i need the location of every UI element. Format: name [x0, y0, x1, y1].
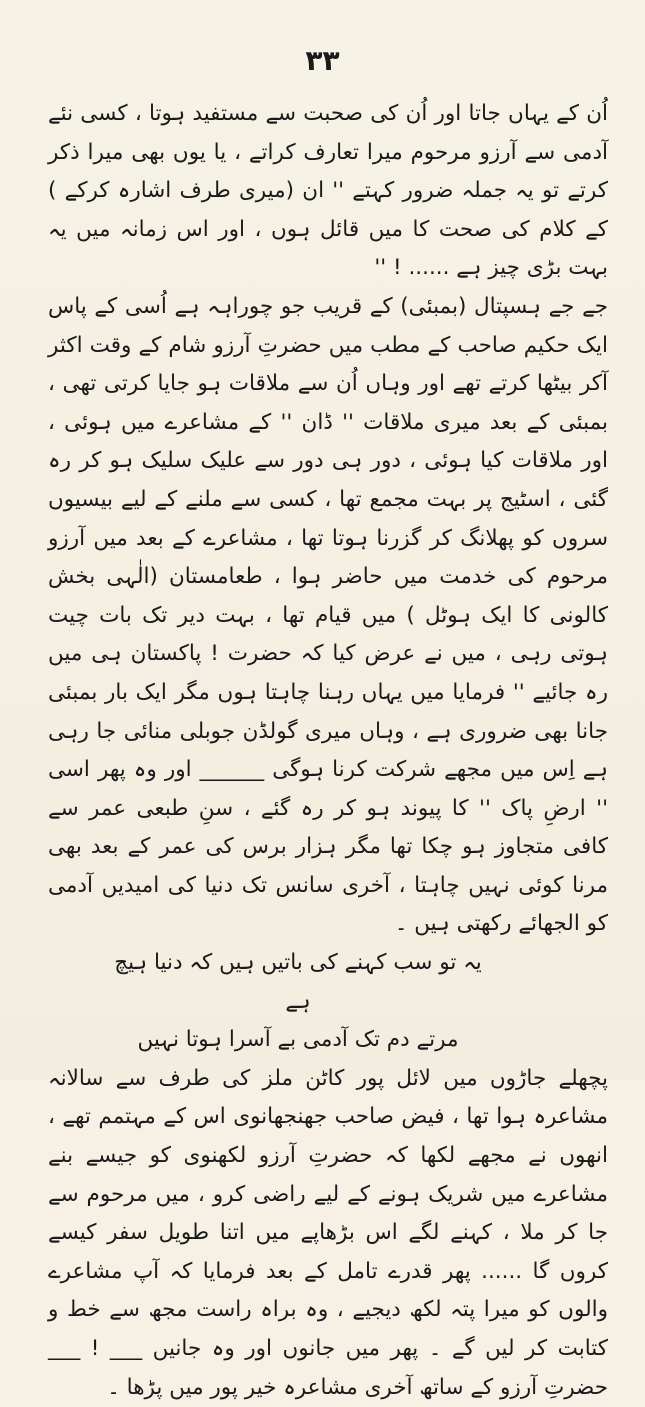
- verse-line-2: مرتے دم تک آدمی بے آسرا ہوتا نہیں: [137, 1027, 459, 1053]
- verse-line-1: یہ تو سب کہنے کی باتیں ہیں کہ دنیا ہیچ ہے: [114, 950, 482, 1014]
- body-text: [48, 95, 608, 1407]
- page-number: ۳۳: [305, 44, 340, 77]
- paragraph-1: اُن کے یہاں جاتا اور اُن کی صحبت سے مستفید ہوتا ، کسی نئے آدمی سے آرزو مرحوم میرا تعارف کراتے ، یا یوں بھی میرا ذکر کرتے تو یہ جملہ ضرور کہتے '' ان (میری طرف اشارہ کرکے ) کے کلام کی صحت کا میں قائل ہوں ، اور اس زمانہ میں یہ بہت بڑی چیز ہے ...... ! '': [48, 101, 608, 281]
- verse-couplet: [48, 944, 608, 1060]
- paragraph-2: جے جے ہسپتال (بمبئی) کے قریب جو چوراہہ ہے اُسی کے پاس ایک حکیم صاحب کے مطب میں حضرتِ آرزو شام کے وقت اکثر آکر بیٹھا کرتے تھے اور وہاں اُن سے ملاقات ہو جایا کرتی تھی ، بمبئی کے بعد میری ملاقات '' ڈان '' کے مشاعرے میں ہوئی ، اور ملاقات کیا ہوئی ، دور ہی دور سے علیک سلیک ہو کر رہ گئی ، اسٹیج پر بہت مجمع تھا ، کسی سے ملنے کے لیے بیسیوں سروں کو پھلانگ کر گزرنا ہوتا تھا ، مشاعرے کے بعد میں آرزو مرحوم کی خدمت میں حاضر ہوا ، طعامستان (الٰہی بخش کالونی کا ایک ہوٹل ) میں قیام تھا ، بہت دیر تک بات چیت ہوتی رہی ، میں نے عرض کیا کہ حضرت ! پاکستان ہی میں رہ جائیے '' فرمایا میں یہاں رہنا چاہتا ہوں مگر ایک بار بمبئی جانا بھی ضروری ہے ، وہاں میری گولڈن جوبلی منائی جا رہی ہے اِس میں مجھے شرکت کرنا ہوگی ______ اور وہ پھر اسی '' ارضِ پاک '' کا پیوند ہو کر رہ گئے ، سنِ طبعی عمر سے کافی متجاوز ہو چکا تھا مگر ہزار برس کی عمر کے بعد بھی مرنا کوئی نہیں چاہتا ، آخری سانس تک دنیا کی امیدیں آدمی کو الجھائے رکھتی ہیں ۔: [48, 293, 608, 937]
- paragraph-3: پچھلے جاڑوں میں لائل پور کاٹن ملز کی طرف سے سالانہ مشاعرہ ہوا تھا ، فیض صاحب جھنجھانوی اس کے مہتمم تھے ، انھوں نے مجھے لکھا کہ حضرتِ آرزو لکھنوی کو جیسے بنے مشاعرے میں شریک ہونے کے لیے راضی کرو ، میں مرحوم سے جا کر ملا ، کہنے لگے اس بڑھاپے میں اتنا طویل سفر کیسے کروں گا ...... پھر قدرے تامل کے بعد فرمایا کہ آپ مشاعرے والوں کو میرا پتہ لکھ دیجیے ، وہ براہ راست مجھ سے خط و کتابت کر لیں گے ۔ پھر میں جانوں اور وہ جانیں ___ ! ___ حضرتِ آرزو کے ساتھ آخری مشاعرہ خیر پور میں پڑھا ۔: [48, 1065, 608, 1400]
